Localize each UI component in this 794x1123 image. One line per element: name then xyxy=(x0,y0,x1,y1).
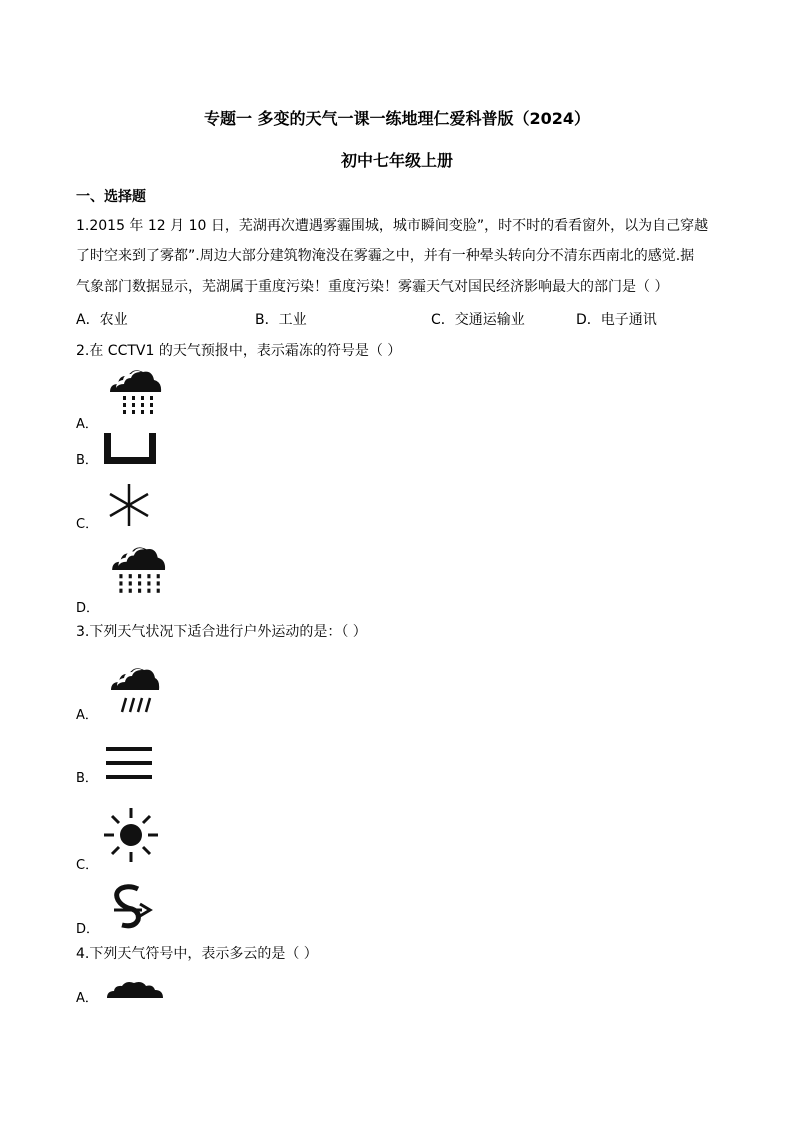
fog-icon xyxy=(106,745,152,781)
q1-option-c: C．交通运输业 xyxy=(431,312,525,328)
rain-cloud-icon xyxy=(108,660,160,718)
q1-line-3: 气象部门数据显示，芜湖属于重度污染！重度污染！雾霾天气对国民经济影响最大的部门是（ ） xyxy=(76,279,669,295)
q2-stem: 2.在 CCTV1 的天气预报中，表示霜冻的符号是（ ） xyxy=(76,343,402,359)
q4-stem: 4.下列天气符号中，表示多云的是（ ） xyxy=(76,946,318,962)
q1-option-d: D．电子通讯 xyxy=(576,312,657,328)
q2-option-c-label: C． xyxy=(76,517,99,532)
snowflake-icon xyxy=(106,482,152,528)
q3-option-a-label: A． xyxy=(76,708,98,723)
q1-line-2: 了时空来到了雾都”.周边大部分建筑物淹没在雾霾之中，并有一种晕头转向分不清东西南北的感觉.据 xyxy=(76,248,695,264)
q3-option-b-label: B． xyxy=(76,771,98,786)
rain-cloud-icon xyxy=(106,364,162,420)
q2-option-d-label: D． xyxy=(76,601,100,616)
q4-option-a-label: A． xyxy=(76,991,98,1006)
q1-option-b: B．工业 xyxy=(255,312,307,328)
q2-option-b-label: B． xyxy=(76,453,98,468)
frost-icon xyxy=(104,433,156,465)
doc-title: 专题一 多变的天气一课一练地理仁爱科普版（2024） xyxy=(203,109,591,128)
doc-subtitle: 初中七年级上册 xyxy=(340,151,453,170)
q3-stem: 3.下列天气状况下适合进行户外运动的是：（ ） xyxy=(76,624,367,640)
sun-icon xyxy=(102,806,160,864)
q1-line-1: 1.2015 年 12 月 10 日，芜湖再次遭遇雾霾围城，城市瞬间变脸”，时不时的看看窗外，以为自己穿越 xyxy=(76,218,709,234)
q3-option-c-label: C． xyxy=(76,858,99,873)
section-heading: 一、选择题 xyxy=(76,189,146,205)
q3-option-d-label: D． xyxy=(76,922,100,937)
q2-option-a-label: A． xyxy=(76,417,98,432)
sandstorm-icon xyxy=(110,883,154,931)
rain-cloud-icon xyxy=(108,541,166,599)
q1-option-a: A．农业 xyxy=(76,312,128,328)
cloud-icon xyxy=(106,980,164,1000)
